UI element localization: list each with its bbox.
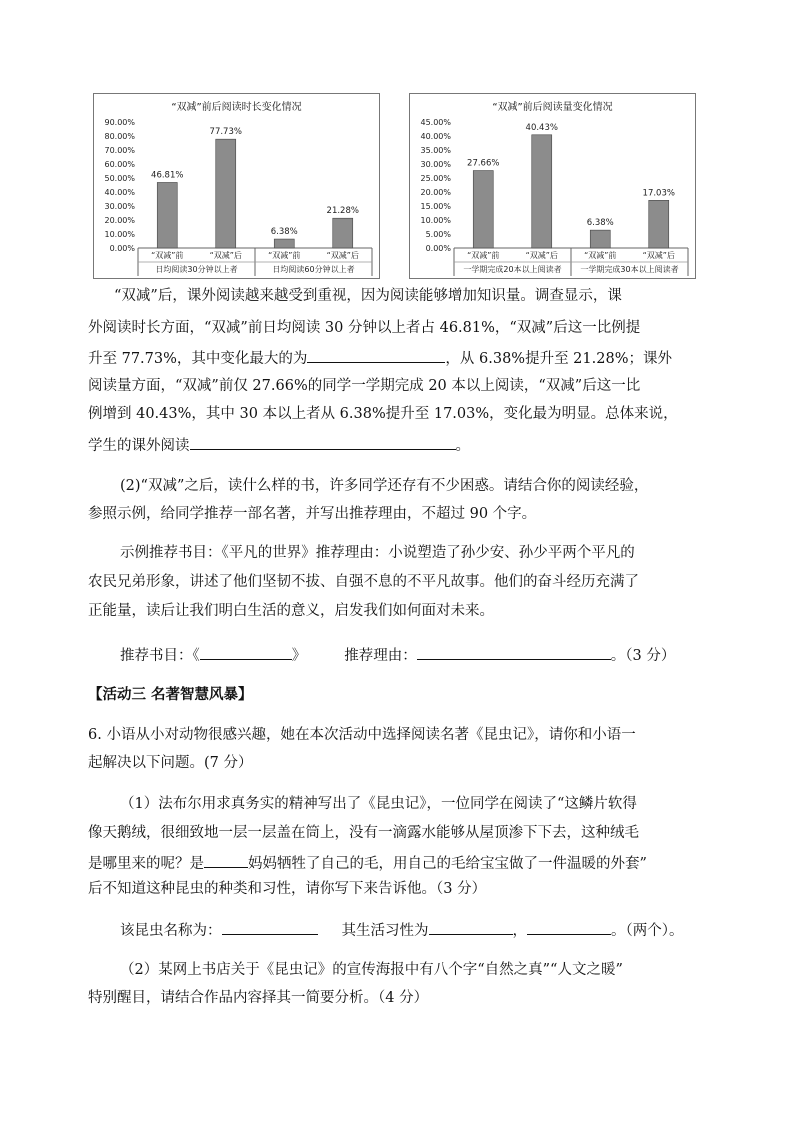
text-span: 其生活习性为 [341,923,429,939]
y-tick-label: 35.00% [420,146,451,155]
y-tick-label: 0.00% [425,244,451,253]
data-label: 21.28% [326,206,359,217]
chart-title: “双减”前后阅读量变化情况 [492,102,613,113]
y-tick-label: 10.00% [420,216,451,225]
y-tick-label: 70.00% [104,146,135,155]
question-line: 后不知道这种昆虫的种类和习性，请你写下来告诉他。（3 分） [88,881,487,897]
x-tick-label: “双减”前 [467,251,500,260]
question-line: （1）法布尔用求真务实的精神写出了《昆虫记》，一位同学在阅读了“这鳞片软得 [120,796,637,812]
data-label: 17.03% [642,188,675,199]
x-tick-label: “双减”后 [326,251,359,260]
data-label: 46.81% [151,170,184,181]
text-span: 学生的课外阅读 [88,438,190,454]
x-tick-label: “双减”后 [642,251,675,260]
text-span: ，从 6.38%提升至 21.28%；课外 [445,351,672,367]
y-tick-label: 90.00% [104,118,135,127]
book-blank[interactable] [200,643,292,660]
y-tick-label: 5.00% [425,230,451,239]
bar [649,200,669,248]
data-label: 6.38% [270,227,298,238]
paragraph-line: 例增到 40.43%，其中 30 本以上者从 6.38%提升至 17.03%，变化最为明显。总体来说， [88,406,678,422]
paragraph-line: “双减”后，课外阅读越来越受到重视，因为阅读能够增加知识量。调查显示，课 [114,288,622,304]
y-tick-label: 60.00% [104,160,135,169]
y-tick-label: 30.00% [104,202,135,211]
y-tick-label: 20.00% [104,216,135,225]
bar [157,182,177,248]
data-label: 6.38% [586,218,614,229]
data-label: 27.66% [467,158,500,169]
x-tick-label: “双减”前 [584,251,617,260]
chart-svg [410,94,695,278]
question-line: 起解决以下问题。(7 分） [88,755,253,771]
text-span: 推荐书目：《 [120,648,200,664]
question-line [88,851,647,874]
section-heading: 【活动三 名著智慧风暴】 [88,687,253,703]
chart-reading-volume [409,93,696,279]
text-span: 。 [455,438,470,454]
question-line: 参照示例，给同学推荐一部名著，并写出推荐理由，不超过 90 个字。 [88,506,537,522]
bar [590,230,610,248]
chart-svg [94,94,379,278]
data-label: 40.43% [525,122,558,133]
paragraph-line: 阅读量方面，“双减”前仅 27.66%的同学一学期完成 20 本以上阅读，“双减”后这一比 [88,378,641,394]
text-span: 升至 77.73%，其中变化最大的为 [88,351,308,367]
chart-title: “双减”前后阅读时长变化情况 [171,102,302,113]
bar [473,171,493,248]
group-label: 日均阅读30分钟以上者 [155,265,238,274]
example-line: 示例推荐书目：《平凡的世界》推荐理由：小说塑造了孙少安、孙少平两个平凡的 [120,545,635,561]
y-tick-label: 30.00% [420,160,451,169]
y-tick-label: 25.00% [420,174,451,183]
x-tick-label: “双减”前 [268,251,301,260]
y-tick-label: 80.00% [104,132,135,141]
group-label: 一学期完成30本以上阅读者 [580,265,679,274]
answer-blank[interactable] [204,851,248,868]
text-span: 。（3 分） [610,648,676,664]
group-label: 一学期完成20本以上阅读者 [463,265,562,274]
habit-blank-1[interactable] [429,918,513,935]
y-tick-label: 20.00% [420,188,451,197]
chart-reading-time [93,93,380,279]
y-tick-label: 50.00% [104,174,135,183]
y-tick-label: 10.00% [104,230,135,239]
text-span: 该昆虫名称为： [120,923,222,939]
text-span: 。（两个）。 [611,923,684,939]
x-tick-label: “双减”前 [151,251,184,260]
y-tick-label: 0.00% [109,244,135,253]
y-tick-label: 40.00% [420,132,451,141]
question-line: (2)“双减”之后，读什么样的书，许多同学还存有不少困惑。请结合你的阅读经验， [120,478,649,494]
text-span: 》 [291,648,307,664]
y-tick-label: 40.00% [104,188,135,197]
bar [274,239,294,248]
question-line: 6. 小语从小对动物很感兴趣，她在本次活动中选择阅读名著《昆虫记》，请你和小语一 [88,727,636,743]
bar [333,218,353,248]
y-tick-label: 45.00% [420,118,451,127]
question-line: 像天鹅绒，很细致地一层一层盖在筒上，没有一滴露水能够从屋顶渗下下去，这种绒毛 [88,825,639,841]
x-tick-label: “双减”后 [525,251,558,260]
answer-blank[interactable] [307,346,445,363]
reason-blank[interactable] [417,643,611,660]
bar [532,135,552,248]
question-line: 特别醒目，请结合作品内容择其一简要分析。（4 分） [88,990,429,1006]
text-span: ， [512,923,527,939]
y-tick-label: 15.00% [420,202,451,211]
answer-line [120,918,684,941]
question-line: （2）某网上书店关于《昆虫记》的宣传海报中有八个字“自然之真”“人文之暖” [120,962,623,978]
insect-name-blank[interactable] [222,918,318,935]
group-label: 日均阅读60分钟以上者 [272,265,355,274]
data-label: 77.73% [209,127,242,138]
answer-blank[interactable] [190,433,456,450]
paragraph-line [88,346,672,369]
text-span: 推荐理由： [344,648,417,664]
text-span: 是哪里来的呢？是 [88,856,204,872]
recommend-line [120,643,675,666]
example-line: 正能量，读后让我们明白生活的意义，启发我们如何面对未来。 [88,603,494,619]
paragraph-line [88,433,470,456]
example-line: 农民兄弟形象，讲述了他们坚韧不拔、自强不息的不平凡故事。他们的奋斗经历充满了 [88,574,639,590]
habit-blank-2[interactable] [527,918,611,935]
x-tick-label: “双减”后 [209,251,242,260]
text-span: 妈妈牺牲了自己的毛，用自己的毛给宝宝做了一件温暖的外套” [248,856,647,872]
bar [216,139,236,248]
paragraph-line: 外阅读时长方面，“双减”前日均阅读 30 分钟以上者占 46.81%，“双减”后这一比例提 [88,320,641,336]
